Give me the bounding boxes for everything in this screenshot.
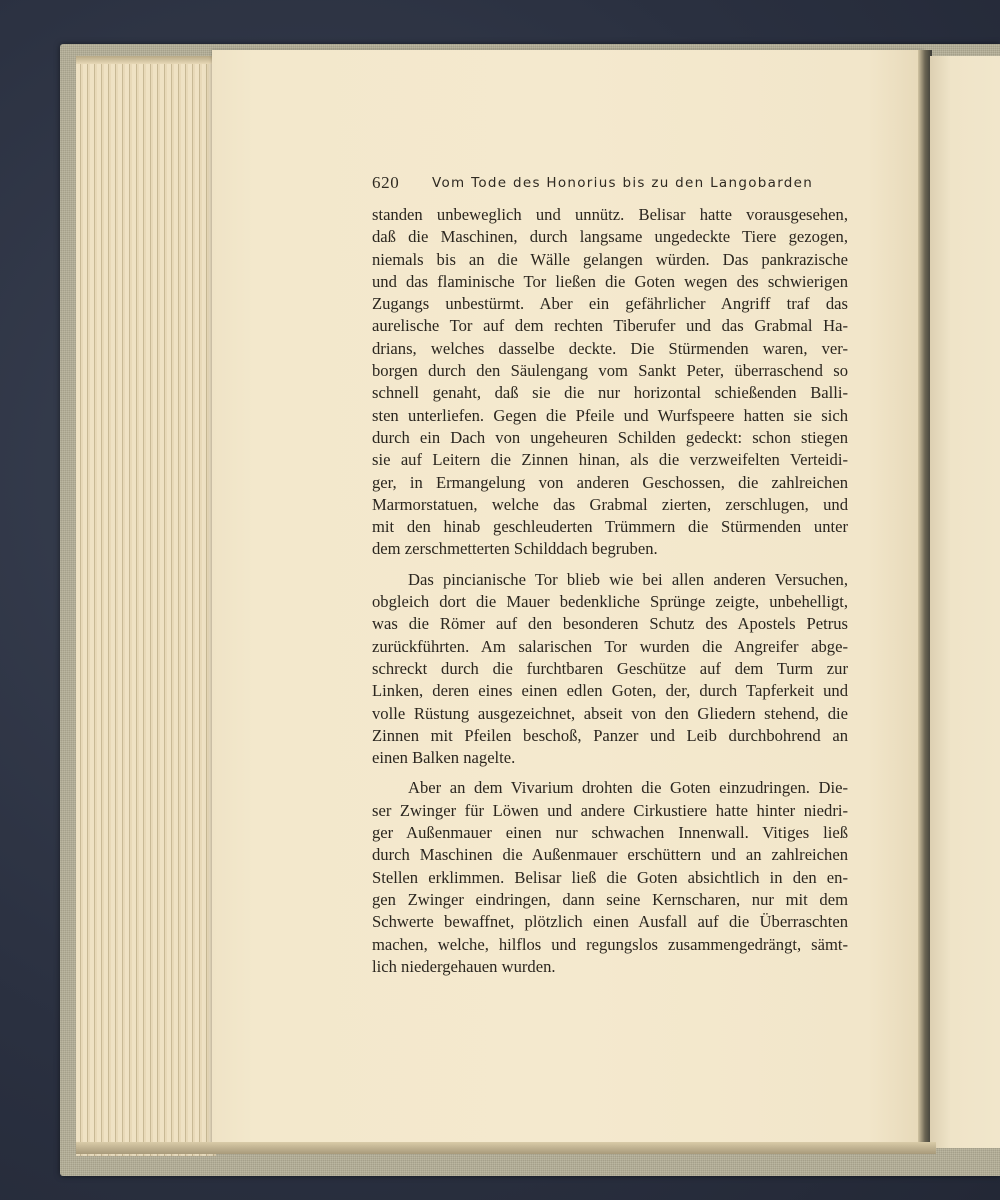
text-line: aurelische Tor auf dem rechten Tiberufer und das Grabmal Ha- <box>372 316 848 336</box>
text-line: gen Zwinger eindringen, dann seine Kernscharen, nur mit dem <box>372 889 848 909</box>
facing-page <box>930 56 1000 1148</box>
text-line: zurückführten. Am salarischen Tor wurden die Angreifer abge- <box>372 636 848 656</box>
text-line: daß die Maschinen, durch langsame ungedeckte Tiere gezogen, <box>372 227 848 247</box>
text-line: was die Römer auf den besonderen Schutz des Apostels Petrus <box>372 614 848 634</box>
text-line: Linken, deren eines einen edlen Goten, der, durch Tapferkeit und <box>372 681 848 701</box>
text-line: drians, welches dasselbe deckte. Die Stürmenden waren, ver- <box>372 338 848 358</box>
text-line: einen Balken nagelte. <box>372 748 516 768</box>
text-line: Marmorstatuen, welche das Grabmal zierten, zerschlugen, und <box>372 494 848 514</box>
paragraph <box>372 777 848 978</box>
text-line: schreckt durch die furchtbaren Geschütze auf dem Turm zur <box>372 658 848 678</box>
text-line: Aber an dem Vivarium drohten die Goten einzudringen. Die- <box>408 778 848 798</box>
text-line: borgen durch den Säulengang vom Sankt Peter, überraschend so <box>372 361 848 381</box>
text-line: schnell genaht, daß sie die nur horizontal schießenden Balli- <box>372 383 848 403</box>
text-line: durch ein Dach von ungeheuren Schilden gedeckt: schon stiegen <box>372 427 848 447</box>
running-head: Vom Tode des Honorius bis zu den Langobarden <box>432 175 814 191</box>
text-line: ger, in Ermangelung von anderen Geschossen, die zahlreichen <box>372 472 848 492</box>
paragraph <box>372 204 848 561</box>
text-line: niemals bis an die Wälle gelangen würden. Das pankrazische <box>372 249 848 269</box>
text-line: Zugangs unbestürmt. Aber ein gefährlicher Angriff traf das <box>372 294 848 314</box>
paragraph <box>372 569 848 770</box>
text-line: obgleich dort die Mauer bedenkliche Sprünge zeigte, unbehelligt, <box>372 592 848 612</box>
text-line: durch Maschinen die Außenmauer erschüttern und an zahlreichen <box>372 845 848 865</box>
body-text <box>372 204 848 978</box>
text-line: ger Außenmauer einen nur schwachen Innenwall. Vitiges ließ <box>372 823 848 843</box>
page-edges <box>76 56 216 1156</box>
page-header <box>372 173 852 197</box>
text-line: Stellen erklimmen. Belisar ließ die Goten absichtlich in den en- <box>372 867 848 887</box>
text-line: volle Rüstung ausgezeichnet, abseit von den Gliedern stehend, die <box>372 703 848 723</box>
text-line: machen, welche, hilflos und regungslos zusammengedrängt, sämt- <box>372 934 848 954</box>
text-line: dem zerschmetterten Schilddach begruben. <box>372 539 658 559</box>
text-line: und das flaminische Tor ließen die Goten wegen des schwierigen <box>372 271 848 291</box>
text-line: standen unbeweglich und unnütz. Belisar hatte vorausgesehen, <box>372 205 848 224</box>
text-line: sie auf Leitern die Zinnen hinan, als die verzweifelten Verteidi- <box>372 450 848 470</box>
text-line: Das pincianische Tor blieb wie bei allen anderen Versuchen, <box>408 569 848 589</box>
page-bottom-edge <box>76 1142 936 1154</box>
page-number: 620 <box>372 173 400 192</box>
page-edges-top <box>76 56 216 64</box>
text-line: Zinnen mit Pfeilen beschoß, Panzer und Leib durchbohrend an <box>372 725 848 745</box>
text-line: mit den hinab geschleuderten Trümmern die Stürmenden unter <box>372 517 848 537</box>
text-line: ser Zwinger für Löwen und andere Cirkustiere hatte hinter niedri- <box>372 800 848 820</box>
text-line: sten unterliefen. Gegen die Pfeile und Wurfspeere hatten sie sich <box>372 405 848 425</box>
text-line: lich niedergehauen wurden. <box>372 956 556 976</box>
text-line: Schwerte bewaffnet, plötzlich einen Ausfall auf die Überraschten <box>372 912 848 932</box>
